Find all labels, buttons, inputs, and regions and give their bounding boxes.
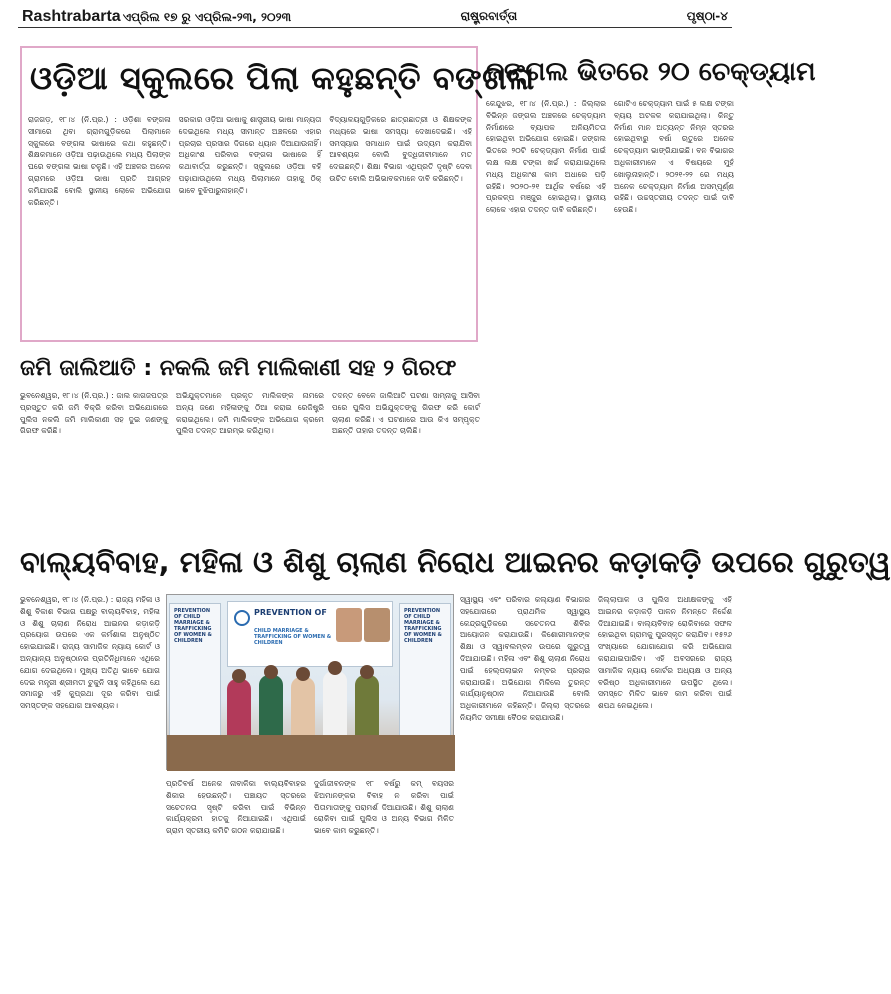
attendee-head [296,667,310,681]
article-checkdam [486,46,816,542]
attendee-head [232,669,246,683]
portrait-image [336,608,362,642]
attendee-head [264,665,278,679]
banner-title: PREVENTION OF [254,608,327,617]
headline-odia-school: ଓଡ଼ିଆ ସ୍କୁଲରେ ପିଲା କହୁଛନ୍ତି ବଙ୍ଗଳା [30,59,535,97]
page-number: ପୃଷ୍ଠା-୪ [686,9,728,23]
article-body [20,390,480,526]
article-odia-school [20,46,535,342]
masthead [18,6,732,28]
article-column: ସ୍ୱାସ୍ଥ୍ୟ ଏବଂ ପରିବାର କଲ୍ୟାଣ ବିଭାଗର ସହଯୋଗରେ ପ୍ରାଥମିକ ସ୍ୱାସ୍ଥ୍ୟ କେନ୍ଦ୍ରଗୁଡ଼ିକରେ ସଚେତନତା ଶିବିର ଆୟୋଜନ କରାଯାଉଛି। କିଶୋରୀମାନଙ୍କ ଶିକ୍ଷା ଓ ସ୍ୱାବଲମ୍ବନ ଉପରେ ଗୁରୁତ୍ୱ ଦିଆଯାଉଛି। ମହିଳା ଏବଂ ଶିଶୁ ଚାଲାଣ ନିରୋଧ ପାଇଁ ହେଲ୍ପଲାଇନ ନମ୍ବର ପ୍ରଚାର କରାଯାଉଛି। ଅଭିଯୋଗ ମିଳିଲେ ତୁରନ୍ତ କାର୍ଯ୍ୟାନୁଷ୍ଠାନ ନିଆଯାଉଛି ବୋଲି ଅଧିକାରୀମାନେ କହିଛନ୍ତି। ଜିଲ୍ଲା ସ୍ତରରେ ନିୟମିତ ସମୀକ୍ଷା ବୈଠକ କରାଯାଉଛି। [460,595,590,722]
attendee-head [360,665,374,679]
brand-name: Rashtrabarta [22,7,121,25]
side-banner-text: PREVENTION OF CHILD MARRIAGE & TRAFFICKING OF WOMEN & CHILDREN [404,608,442,644]
article-body [486,98,734,542]
article-land-fraud [20,352,480,528]
stage-table [167,735,455,771]
headline-checkdam: ଜଙ୍ଗଲ ଭିତରେ ୨୦ ଚେକ୍‌ଡ୍ୟାମ [486,57,816,87]
article-body [166,778,454,934]
stage-banner [227,601,393,667]
banner-subtitle: CHILD MARRIAGE & TRAFFICKING OF WOMEN & CHILDREN [254,628,332,646]
article-column: ଗୋଟିଏ ଚେକ୍‌ଡ୍ୟାମ ପାଇଁ ୫ ଲକ୍ଷ ଟଙ୍କା ବ୍ୟୟ ଅଟକଳ କରାଯାଇଥିଲା। କିନ୍ତୁ ନିର୍ମାଣ ମାନ ଅତ୍ୟନ୍ତ ନିମ୍ନ ସ୍ତରର ହୋଇଥିବାରୁ ବର୍ଷା ଋତୁରେ ଅନେକ ଚେକ୍‌ଡ୍ୟାମ ଭାଙ୍ଗିଯାଇଛି। ବନ ବିଭାଗର ଅଧିକାରୀମାନେ ଏ ବିଷୟରେ ମୁହଁ ଖୋଲୁନାହାନ୍ତି। ୨୦୨୧-୨୨ ରେ ମଧ୍ୟ ଅନେକ ଚେକ୍‌ଡ୍ୟାମ ନିର୍ମାଣ ଅସମ୍ପୂର୍ଣ୍ଣ ରହିଛି। ଉଚ୍ଚସ୍ତରୀୟ ତଦନ୍ତ ପାଇଁ ଦାବି ହେଉଛି। [614,99,734,215]
article-column: ଭୁବନେଶ୍ୱର, ୧୮।୪ (ନି.ପ୍ର.) : ରାଜ୍ୟ ମହିଳା ଓ ଶିଶୁ ବିକାଶ ବିଭାଗ ପକ୍ଷରୁ ବାଲ୍ୟବିବାହ, ମହିଳା ଓ ଶିଶୁ ଚାଲାଣ ନିରୋଧ ଆଇନର କଡ଼ାକଡ଼ି ପ୍ରୟୋଗ ଉପରେ ଏକ କର୍ମଶାଳା ଅନୁଷ୍ଠିତ ହୋଇଯାଇଛି। ରାଜ୍ୟ ସାମାଜିକ ନ୍ୟାୟ କୋର୍ଟ ଓ ଅନ୍ୟାନ୍ୟ ଅନୁଷ୍ଠାନର ପ୍ରତିନିଧିମାନେ ଏଥିରେ ଯୋଗ ଦେଇଥିଲେ। ମୁଖ୍ୟ ଅତିଥି ଭାବେ ଯୋଗ ଦେଇ ମନ୍ତ୍ରୀ ଶ୍ରୀମତୀ ଟୁକୁନି ସାହୁ କହିଥିଲେ ଯେ ସମାଜରୁ ଏହି କୁପ୍ରଥା ଦୂର କରିବା ପାଇଁ ସମସ୍ତଙ୍କ ସହଯୋଗ ଆବଶ୍ୟକ। [20,595,160,711]
article-column: ଦୁର୍ଗାଜୀବନଙ୍କ ୧୮ ବର୍ଷରୁ କମ୍ ବୟସର ଝିଅମାନଙ୍କର ବିବାହ ନ କରିବା ପାଇଁ ପିତାମାତାଙ୍କୁ ପରାମର୍ଶ ଦିଆଯାଉଛି। ଶିଶୁ ଚାଲାଣ ରୋକିବା ପାଇଁ ପୁଲିସ ଓ ଅନ୍ୟ ବିଭାଗ ମିଳିତ ଭାବେ କାମ କରୁଛନ୍ତି। [314,779,454,836]
article-column: ଅଭିଯୁକ୍ତମାନେ ପ୍ରକୃତ ମାଲିକଙ୍କ ନାମରେ ଅନ୍ୟ ଜଣେ ମହିଳାଙ୍କୁ ଠିଆ କରାଇ ରେଜିଷ୍ଟ୍ରି କରାଇଥିଲେ। ଜମି ମାଲିକଙ୍କ ଅଭିଯୋଗ କ୍ରମେ ପୁଲିସ ତଦନ୍ତ ଆରମ୍ଭ କରିଥିଲା। [176,391,324,436]
masthead-left [22,8,291,26]
emblem-icon [234,610,250,626]
event-photo [166,594,454,770]
article-column: ଜିଲ୍ଲାପାଳ ଓ ପୁଲିସ ଅଧୀକ୍ଷକଙ୍କୁ ଏହି ଆଇନର କଡ଼ାକଡ଼ି ପାଳନ ନିମନ୍ତେ ନିର୍ଦ୍ଦେଶ ଦିଆଯାଇଛି। ବାଲ୍ୟବିବାହ ରୋକିବାରେ ସଫଳ ହୋଇଥିବା ଗ୍ରାମକୁ ପୁରସ୍କୃତ କରାଯିବ। ୧୫୨୬ ସଂଖ୍ୟାରେ ଯୋଗାଯୋଗ କରି ଅଭିଯୋଗ କରାଯାଇପାରିବ। ଏହି ଅବସରରେ ରାଜ୍ୟ ସାମାଜିକ ନ୍ୟାୟ କୋର୍ଟର ଅଧ୍ୟକ୍ଷ ଓ ଅନ୍ୟ ବରିଷ୍ଠ ଅଧିକାରୀମାନେ ଉପସ୍ଥିତ ଥିଲେ। ସମସ୍ତେ ମିଳିତ ଭାବେ କାମ କରିବା ପାଇଁ ଶପଥ ନେଇଥିଲେ। [598,595,732,711]
portrait-image [364,608,390,642]
side-banner-text: PREVENTION OF CHILD MARRIAGE & TRAFFICKING OF WOMEN & CHILDREN [174,608,212,644]
article-column: ପ୍ରତିବର୍ଷ ଅନେକ ନାବାଳିକା ବାଲ୍ୟବିବାହର ଶିକାର ହେଉଛନ୍ତି। ପଞ୍ଚାୟତ ସ୍ତରରେ ସଚେତନତା ସୃଷ୍ଟି କରିବା ପାଇଁ ବିଭିନ୍ନ କାର୍ଯ୍ୟକ୍ରମ ହାତକୁ ନିଆଯାଇଛି। ଏଥିପାଇଁ ଗ୍ରାମ ସ୍ତରୀୟ କମିଟି ଗଠନ କରାଯାଇଛି। [166,779,306,836]
article-column: କେନ୍ଦୁଝର, ୧୮।୪ (ନି.ପ୍ର.) : ଜିଲ୍ଲାର ବିଭିନ୍ନ ଜଙ୍ଗଲ ଅଞ୍ଚଳରେ ଚେକ୍‌ଡ୍ୟାମ ନିର୍ମାଣରେ ବ୍ୟାପକ ଅନିୟମିତତା ହୋଇଥିବା ଅଭିଯୋଗ ହୋଇଛି। ଜଙ୍ଗଲ ଭିତରେ ୨୦ଟି ଚେକ୍‌ଡ୍ୟାମ ନିର୍ମାଣ ପାଇଁ ଲକ୍ଷ ଲକ୍ଷ ଟଙ୍କା ଖର୍ଚ୍ଚ କରାଯାଇଥିଲେ ମଧ୍ୟ ଅଧିକାଂଶ କାମ ଅଧାରେ ପଡ଼ି ରହିଛି। ୨୦୨୦-୨୧ ଆର୍ଥିକ ବର୍ଷରେ ଏହି ପ୍ରକଳ୍ପ ମଞ୍ଜୁର ହୋଇଥିଲା। ସ୍ଥାନୀୟ ଲୋକେ ଏହାର ତଦନ୍ତ ଦାବି କରିଛନ୍ତି। [486,99,606,215]
headline-land-fraud: ଜମି ଜାଲିଆତି : ନକଲି ଜମି ମାଲିକାଣୀ ସହ ୨ ଗିରଫ [20,356,457,381]
headline-child-marriage: ବାଲ୍ୟବିବାହ, ମହିଳା ଓ ଶିଶୁ ଚାଲାଣ ନିରୋଧ ଆଇନର କଡ଼ାକଡ଼ି ଉପରେ ଗୁରୁତ୍ୱ [20,545,891,579]
article-column: ବିଦ୍ୟାଳୟଗୁଡ଼ିକରେ ଛାତ୍ରଛାତ୍ରୀ ଓ ଶିକ୍ଷକଙ୍କ ମଧ୍ୟରେ ଭାଷା ସମସ୍ୟା ଦେଖାଦେଇଛି। ଏହି ସମସ୍ୟାର ସମାଧାନ ପାଇଁ ଉଦ୍ୟମ କରାଯିବା ଆବଶ୍ୟକ ବୋଲି ବୁଦ୍ଧିଜୀବୀମାନେ ମତ ଦେଇଛନ୍ତି। ଶିକ୍ଷା ବିଭାଗ ଏଥିପ୍ରତି ଦୃଷ୍ଟି ଦେବା ଉଚିତ ବୋଲି ଅଭିଭାବକମାନେ ଦାବି କରିଛନ୍ତି। [329,115,473,183]
attendee-head [328,661,342,675]
issue-date: ଏପ୍ରିଲ ୧୭ ରୁ ଏପ୍ରିଲ-୨୩, ୨୦୨୩ [122,9,292,24]
article-column: ଭୁବନେଶ୍ୱର, ୧୮।୪ (ନି.ପ୍ର.) : ଜାଲ କାଗଜପତ୍ର ପ୍ରସ୍ତୁତ କରି ଜମି ବିକ୍ରି କରିବା ଅଭିଯୋଗରେ ପୁଲିସ ନକଲି ଜମି ମାଲିକାଣୀ ସହ ଦୁଇ ଜଣଙ୍କୁ ଗିରଫ କରିଛି। [20,391,168,436]
article-column: ସରକାର ଓଡ଼ିଆ ଭାଷାକୁ ଶାସ୍ତ୍ରୀୟ ଭାଷା ମାନ୍ୟତା ଦେଇଥିଲେ ମଧ୍ୟ ସୀମାନ୍ତ ଅଞ୍ଚଳରେ ଏହାର ପ୍ରଚାର ପ୍ରସାର ଦିଗରେ ଧ୍ୟାନ ଦିଆଯାଉନାହିଁ। ଅଧିକାଂଶ ପରିବାର ବଙ୍ଗଳା ଭାଷାରେ ହିଁ କଥାବାର୍ତ୍ତା କରୁଛନ୍ତି। ସ୍କୁଲରେ ଓଡ଼ିଆ ବହି ପଢ଼ାଯାଉଥିଲେ ମଧ୍ୟ ପିଲାମାନେ ତାହାକୁ ଠିକ୍ ଭାବେ ବୁଝିପାରୁନାହାନ୍ତି। [178,115,322,195]
article-body [28,114,472,336]
article-column: ତଦନ୍ତ ବେଳେ ଜାଲିଆତି ଘଟଣା ସାମ୍ନାକୁ ଆସିବା ପରେ ପୁଲିସ ଅଭିଯୁକ୍ତଙ୍କୁ ଗିରଫ କରି କୋର୍ଟ ଚାଲାଣ କରିଛି। ଏ ଘଟଣାରେ ଆଉ କିଏ ସମ୍ପୃକ୍ତ ଅଛନ୍ତି ତାହାର ତଦନ୍ତ ଚାଲିଛି। [332,391,480,436]
article-child-marriage [20,538,891,938]
paper-name: ରାଷ୍ଟ୍ରବାର୍ତ୍ତା [460,9,518,23]
article-column: ରାଜଗଡ଼, ୧୮।୪ (ନି.ପ୍ର.) : ଓଡ଼ିଶା ବଙ୍ଗଳା ସୀମାରେ ଥିବା ଗ୍ରାମଗୁଡ଼ିକରେ ପିଲାମାନେ ସ୍କୁଲରେ ବଙ୍ଗଳା ଭାଷାରେ କଥା କହୁଛନ୍ତି। ଶିକ୍ଷକମାନେ ଓଡ଼ିଆ ପଢ଼ାଉଥିଲେ ମଧ୍ୟ ପିଲାଙ୍କ ଘରେ ବଙ୍ଗଳା ଭାଷା ଚଳୁଛି। ଏହି ଅଞ୍ଚଳର ଅନେକ ଗ୍ରାମରେ ଓଡ଼ିଆ ଭାଷା ପ୍ରତି ଆଗ୍ରହ କମିଯାଉଛି ବୋଲି ସ୍ଥାନୀୟ ଲୋକେ ଅଭିଯୋଗ କରିଛନ୍ତି। [28,115,171,207]
